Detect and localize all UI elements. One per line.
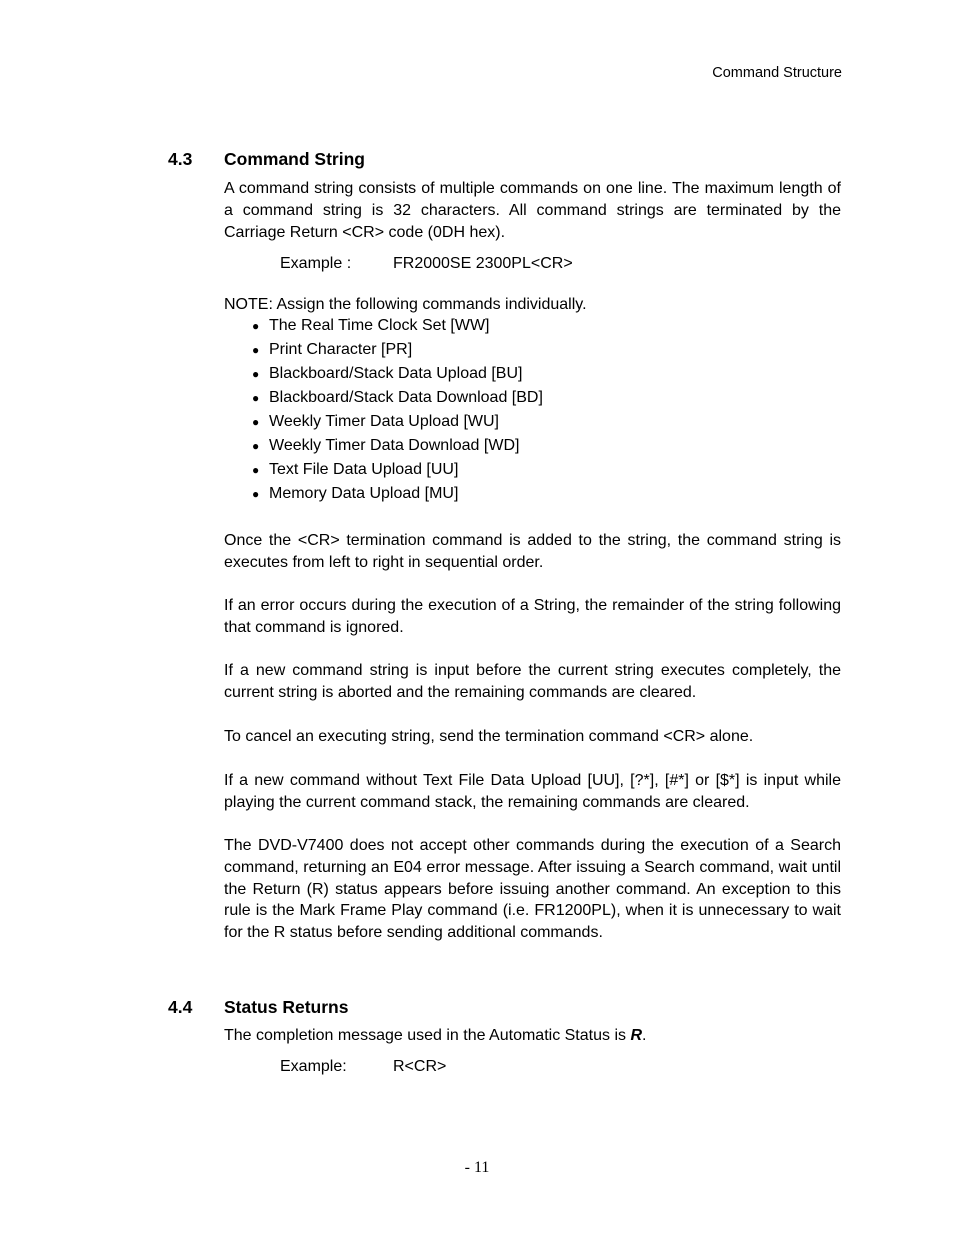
list-item-label: Blackboard/Stack Data Upload [BU]	[269, 365, 523, 382]
list-item-label: Memory Data Upload [MU]	[269, 485, 459, 502]
command-string-intro: A command string consists of multiple commands on one line. The maximum length of a command string is 32 characters. All command strings are terminated by the Carriage Return <CR> code (0DH hex).	[224, 180, 841, 241]
bullet-dot-icon: ●	[252, 319, 260, 333]
bullet-dot-icon: ●	[252, 415, 260, 429]
list-item	[252, 458, 543, 482]
bullet-dot-icon: ●	[252, 367, 260, 381]
note-text: NOTE: Assign the following commands individually.	[224, 296, 587, 313]
list-item	[252, 410, 543, 434]
list-item-label: Blackboard/Stack Data Download [BD]	[269, 389, 543, 406]
page-header: Command Structure	[712, 65, 842, 81]
list-item	[252, 362, 543, 386]
status-code-emphasis: R	[630, 1027, 642, 1044]
bullet-dot-icon: ●	[252, 391, 260, 405]
intro-suffix: .	[642, 1027, 647, 1044]
list-item	[252, 482, 543, 506]
list-item	[252, 434, 543, 458]
list-item-label: Print Character [PR]	[269, 341, 413, 358]
page-number: - 11	[464, 1159, 490, 1176]
paragraph-stack-clear: If a new command without Text File Data Upload [UU], [?*], [#*] or [$*] is input while playing the current command stack, the remaining commands are cleared.	[224, 772, 841, 811]
command-string-example	[280, 253, 573, 274]
paragraph-execution-order: Once the <CR> termination command is added to the string, the command string is executes from left to right in sequential order.	[224, 532, 841, 571]
bullet-dot-icon: ●	[252, 439, 260, 453]
paragraph-abort: If a new command string is input before the current string executes completely, the current string is aborted and the remaining commands are cleared.	[224, 662, 841, 701]
bullet-dot-icon: ●	[252, 463, 260, 477]
paragraph-cancel: To cancel an executing string, send the termination command <CR> alone.	[224, 728, 754, 745]
list-item	[252, 338, 543, 362]
section-number: 4.3	[168, 149, 193, 169]
list-item-label: Weekly Timer Data Download [WD]	[269, 437, 520, 454]
section-number: 4.4	[168, 997, 193, 1017]
example-label: Example:	[280, 1058, 347, 1075]
paragraph-error-handling: If an error occurs during the execution of a String, the remainder of the string following that command is ignored.	[224, 597, 841, 636]
individual-command-list	[252, 314, 543, 506]
list-item	[252, 386, 543, 410]
paragraph-search-behavior: The DVD-V7400 does not accept other commands during the execution of a Search command, returning an E04 error message. After issuing a Search command, wait until the Return (R) status appears before issuing another command. An exception to this rule is the Mark Frame Play command (i.e. FR1200PL), when it is unnecessary to wait for the R status before sending additional commands.	[224, 837, 841, 942]
section-heading-4-4	[168, 996, 348, 1018]
example-value: R<CR>	[393, 1058, 447, 1075]
section-title: Status Returns	[224, 997, 349, 1017]
section-title: Command String	[224, 149, 365, 169]
bullet-dot-icon: ●	[252, 487, 260, 501]
list-item	[252, 314, 543, 338]
example-label: Example :	[280, 255, 352, 272]
status-returns-example	[280, 1056, 446, 1077]
list-item-label: Weekly Timer Data Upload [WU]	[269, 413, 499, 430]
status-returns-intro	[224, 1025, 841, 1047]
list-item-label: The Real Time Clock Set [WW]	[269, 317, 490, 334]
example-value: FR2000SE 2300PL<CR>	[393, 255, 573, 272]
intro-prefix: The completion message used in the Automatic Status is	[224, 1027, 631, 1044]
bullet-dot-icon: ●	[252, 343, 260, 357]
section-heading-4-3	[168, 148, 365, 170]
list-item-label: Text File Data Upload [UU]	[269, 461, 459, 478]
